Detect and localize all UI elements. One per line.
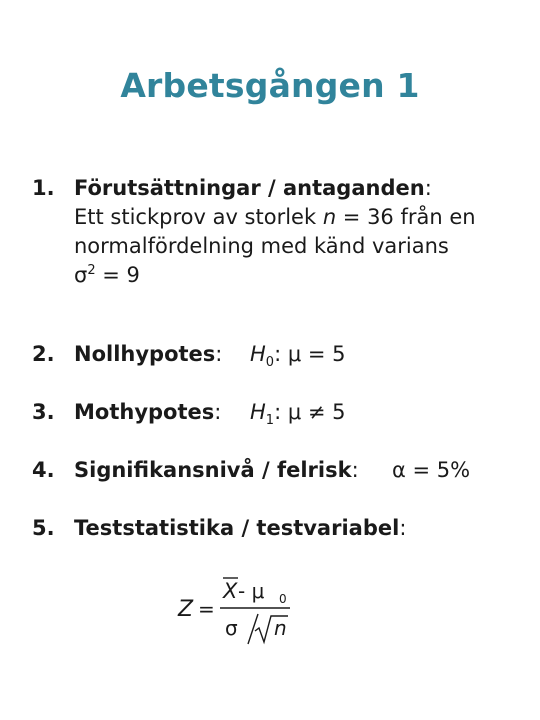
slide-title: Arbetsgången 1 xyxy=(120,66,420,105)
step-colon: : xyxy=(399,516,407,540)
step-number: 4. xyxy=(32,458,55,482)
step-description-line xyxy=(74,203,476,232)
step-number: 1. xyxy=(32,176,55,200)
sample-size-symbol: n xyxy=(322,205,337,229)
test-statistic-formula xyxy=(176,572,306,652)
numerator-subscript: 0 xyxy=(279,592,287,606)
description-text: = 36 från en xyxy=(336,205,476,229)
step-number: 2. xyxy=(32,342,55,366)
step-label: Teststatistika / testvariabel xyxy=(74,516,400,540)
numerator-x: X xyxy=(223,579,238,603)
step-content xyxy=(74,340,222,369)
step-label: Signifikansnivå / felrisk xyxy=(74,458,352,482)
subscript: 0 xyxy=(265,355,275,370)
step-colon: : xyxy=(215,342,223,366)
sigma-symbol: σ xyxy=(74,263,88,287)
exponent: 2 xyxy=(87,263,96,278)
step-content xyxy=(74,174,476,293)
alternative-hypothesis-expression xyxy=(250,398,346,430)
step-content xyxy=(74,398,221,427)
formula-lhs: Z xyxy=(178,597,194,622)
description-text: Ett stickprov av storlek xyxy=(74,205,323,229)
hypothesis-expression: : μ = 5 xyxy=(274,342,346,366)
step-label: Nollhypotes xyxy=(74,342,216,366)
division-slash xyxy=(248,614,258,644)
variance-expression xyxy=(74,261,476,293)
denominator-n: n xyxy=(274,616,287,640)
step-colon: : xyxy=(424,176,432,200)
step-description-line: normalfördelning med känd varians xyxy=(74,234,449,258)
step-number: 3. xyxy=(32,400,55,424)
step-heading xyxy=(74,174,476,203)
hypothesis-expression: : μ ≠ 5 xyxy=(274,400,346,424)
step-colon: : xyxy=(214,400,222,424)
step-content xyxy=(74,514,406,543)
hypothesis-symbol: H xyxy=(250,342,266,366)
null-hypothesis-expression xyxy=(250,340,346,372)
step-label: Mothypotes xyxy=(74,400,215,424)
numerator-rest: - μ xyxy=(238,579,265,603)
step-number: 5. xyxy=(32,516,55,540)
denominator-sigma: σ xyxy=(225,616,238,640)
step-label: Förutsättningar / antaganden xyxy=(74,176,425,200)
variance-value: = 9 xyxy=(95,263,140,287)
step-content xyxy=(74,456,359,485)
step-colon: : xyxy=(351,458,359,482)
subscript: 1 xyxy=(265,413,275,428)
significance-level-expression: α = 5% xyxy=(392,458,471,482)
formula-equals: = xyxy=(198,597,215,621)
hypothesis-symbol: H xyxy=(250,400,266,424)
